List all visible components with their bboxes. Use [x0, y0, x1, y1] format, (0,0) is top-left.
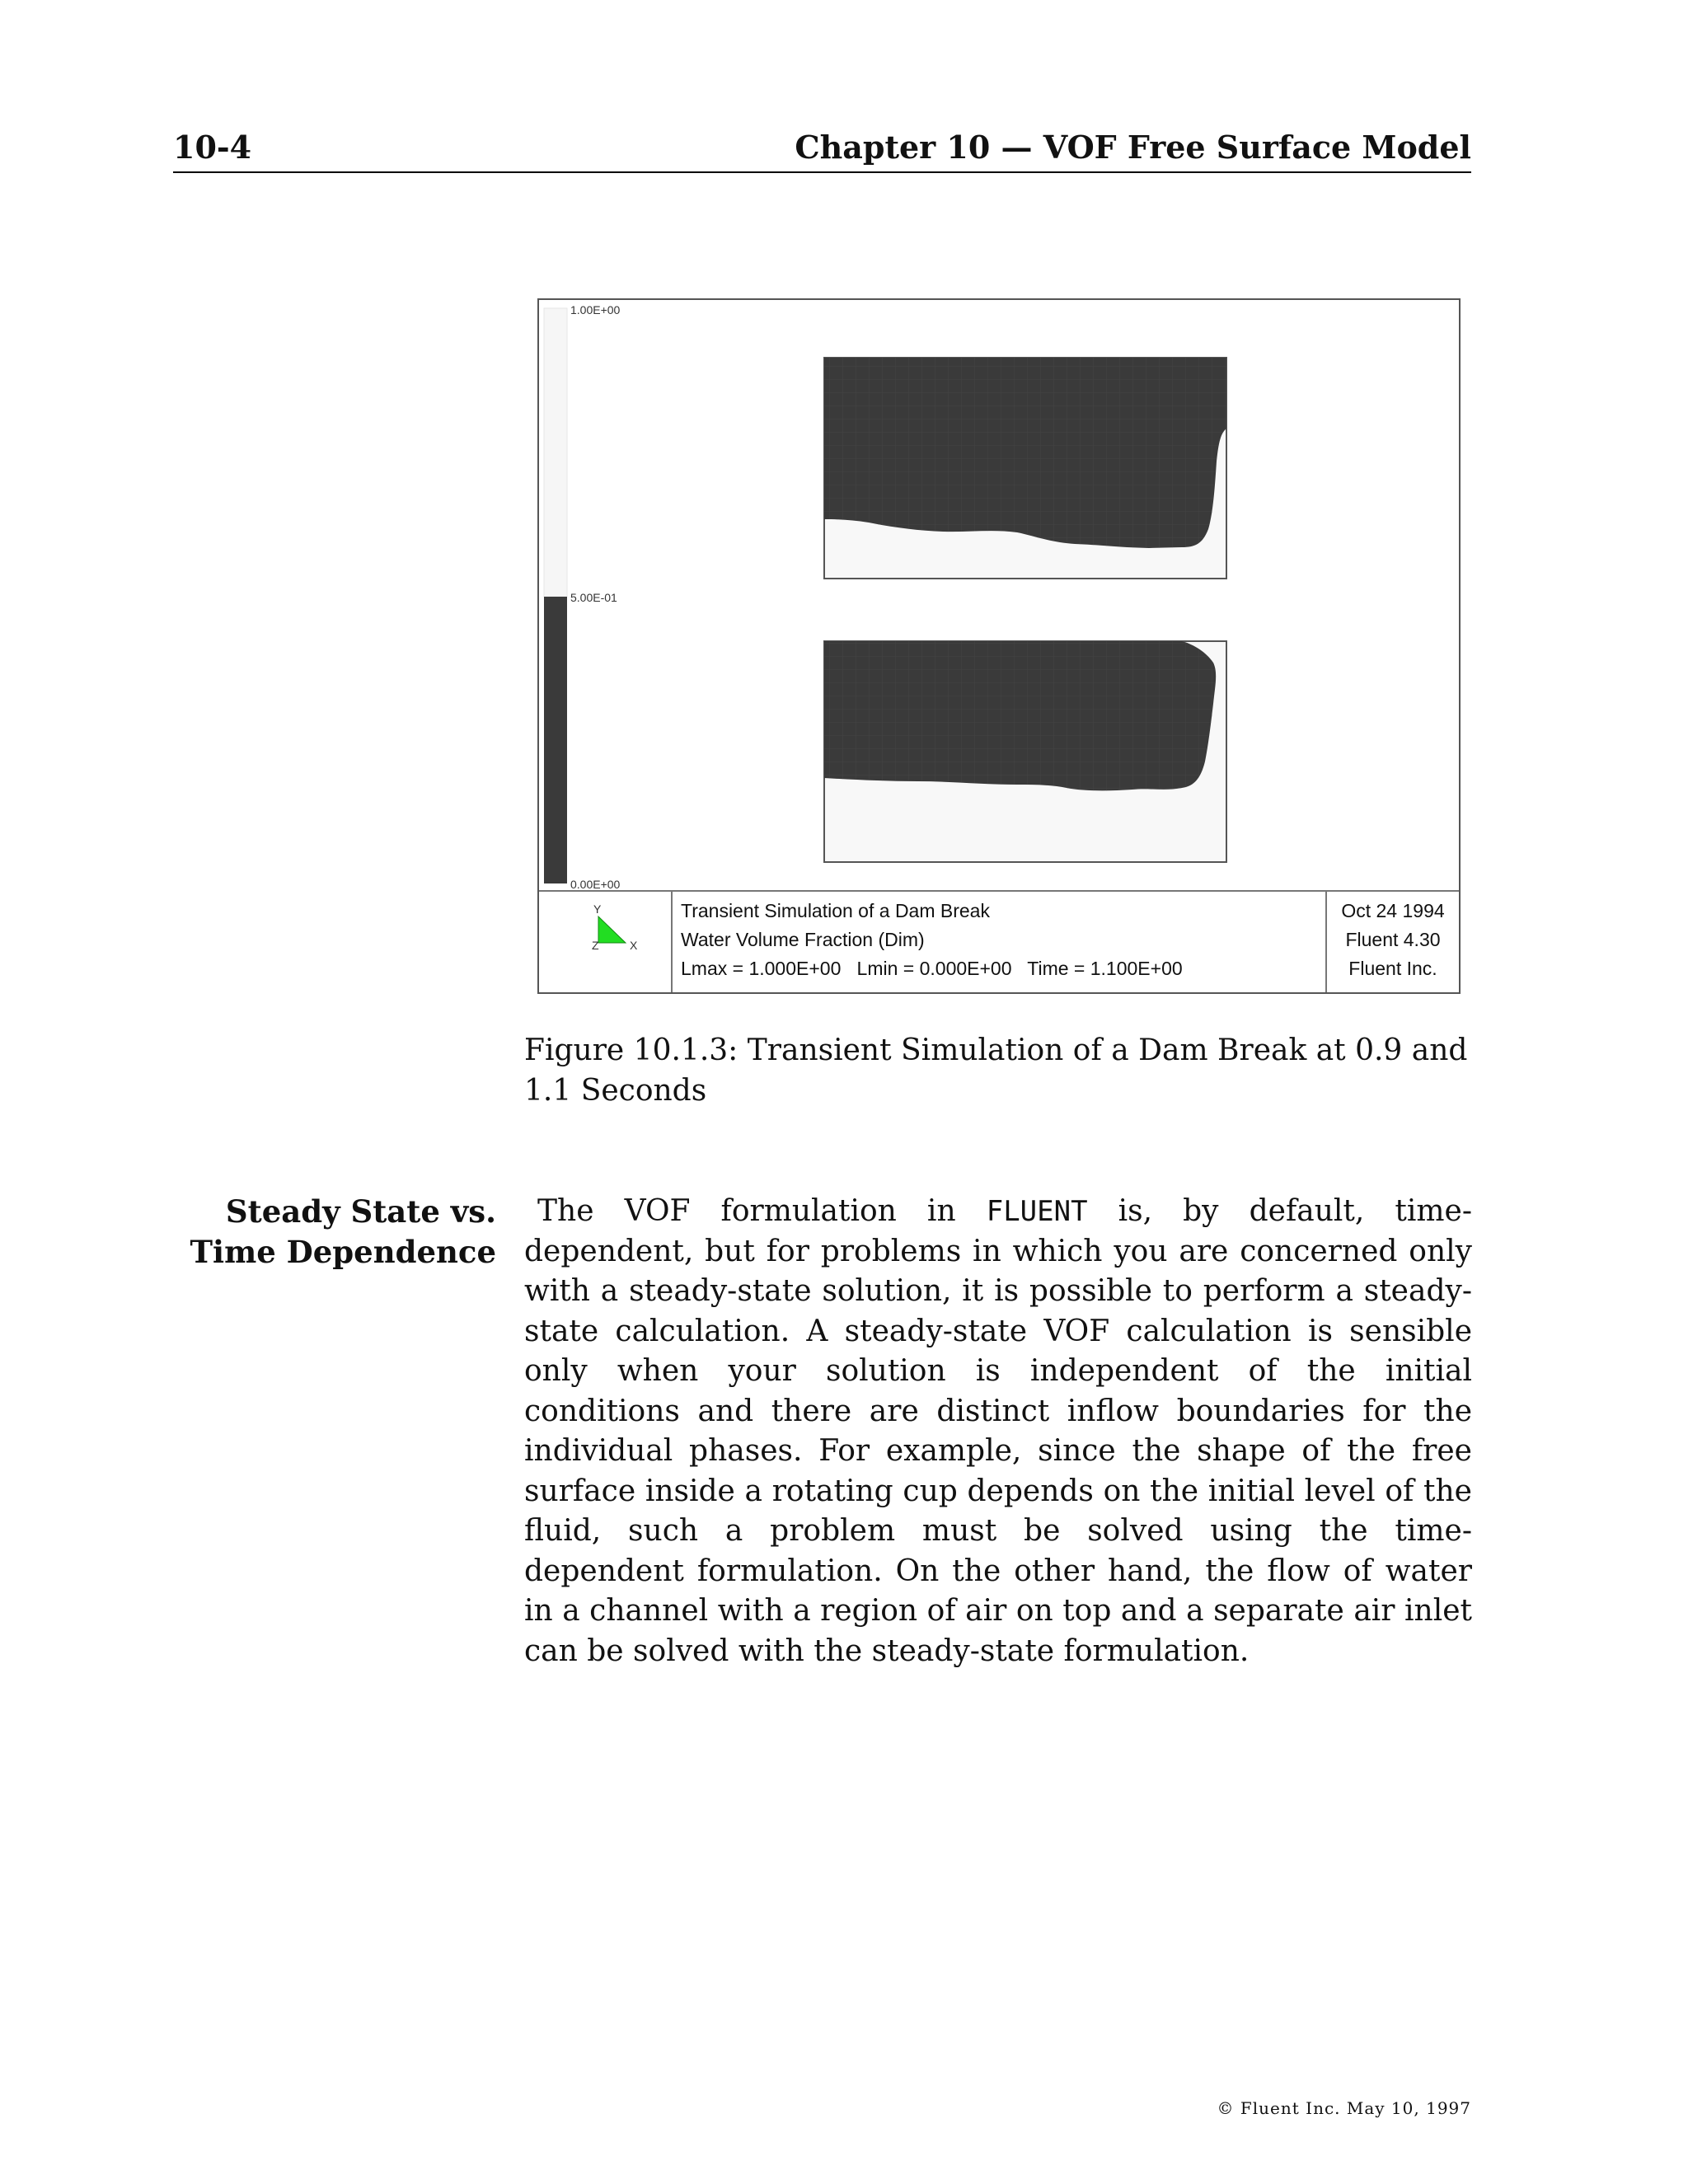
contour-plot: [539, 300, 1459, 892]
section-paragraph: [524, 1192, 1472, 1671]
page-number: 10-4: [173, 129, 252, 166]
scale-label-mid: 5.00E-01: [570, 591, 617, 604]
paragraph-text-1: The VOF formulation in: [537, 1194, 987, 1228]
axis-label-z: Z: [592, 939, 599, 952]
domain-bottom: [824, 641, 1226, 862]
figure-legend: [539, 890, 1459, 992]
legend-info: [673, 892, 1324, 992]
legend-stats: Lmax = 1.000E+00 Lmin = 0.000E+00 Time = 1.100E+00: [681, 958, 1183, 979]
chapter-title: Chapter 10 — VOF Free Surface Model: [795, 129, 1471, 166]
legend-version: Fluent 4.30: [1345, 929, 1441, 950]
domain-top: [824, 358, 1226, 579]
axis-label-x: X: [630, 939, 638, 952]
figure-caption: Figure 10.1.3: Transient Simulation of a Dam Break at 0.9 and 1.1 Seconds: [524, 1033, 1468, 1108]
legend-title: Transient Simulation of a Dam Break: [681, 900, 990, 921]
footer-copyright: © Fluent Inc. May 10, 1997: [1217, 2098, 1471, 2118]
scale-label-top: 1.00E+00: [570, 303, 621, 316]
axis-triad-icon: [539, 892, 671, 992]
scale-bar-light: [544, 308, 567, 597]
scale-bar-dark: [544, 597, 567, 883]
axis-triad: [539, 892, 673, 992]
legend-meta: [1325, 892, 1459, 992]
legend-company: Fluent Inc.: [1348, 958, 1437, 979]
section-heading-line1: Steady State vs.: [225, 1193, 496, 1230]
paragraph-text-2: is, by default, time-dependent, but for problems in which you are concerned only with a steady-state solution, it is possible to perform a steady-state calculation. A steady-state VOF calculation is sensible only when your solution is independent of the initial conditions and there are distinct inflow boundaries for the individual phases. For example, since the shape of the free surface inside a rotating cup depends on the initial level of the fluid, such a problem must be solved using the time-dependent formulation. On the other hand, the flow of water in a channel with a region of air on top and a separate air inlet can be solved with the steady-state formulation.: [524, 1194, 1472, 1668]
legend-date: Oct 24 1994: [1341, 900, 1445, 921]
legend-variable: Water Volume Fraction (Dim): [681, 929, 925, 950]
simulation-figure: [537, 298, 1461, 994]
section-heading: [165, 1192, 496, 1272]
header-rule: [173, 171, 1471, 173]
axis-label-y: Y: [593, 902, 602, 916]
scale-label-bottom: 0.00E+00: [570, 878, 621, 891]
section-heading-line2: Time Dependence: [190, 1234, 496, 1270]
fluent-code-name: FLUENT: [986, 1195, 1088, 1228]
